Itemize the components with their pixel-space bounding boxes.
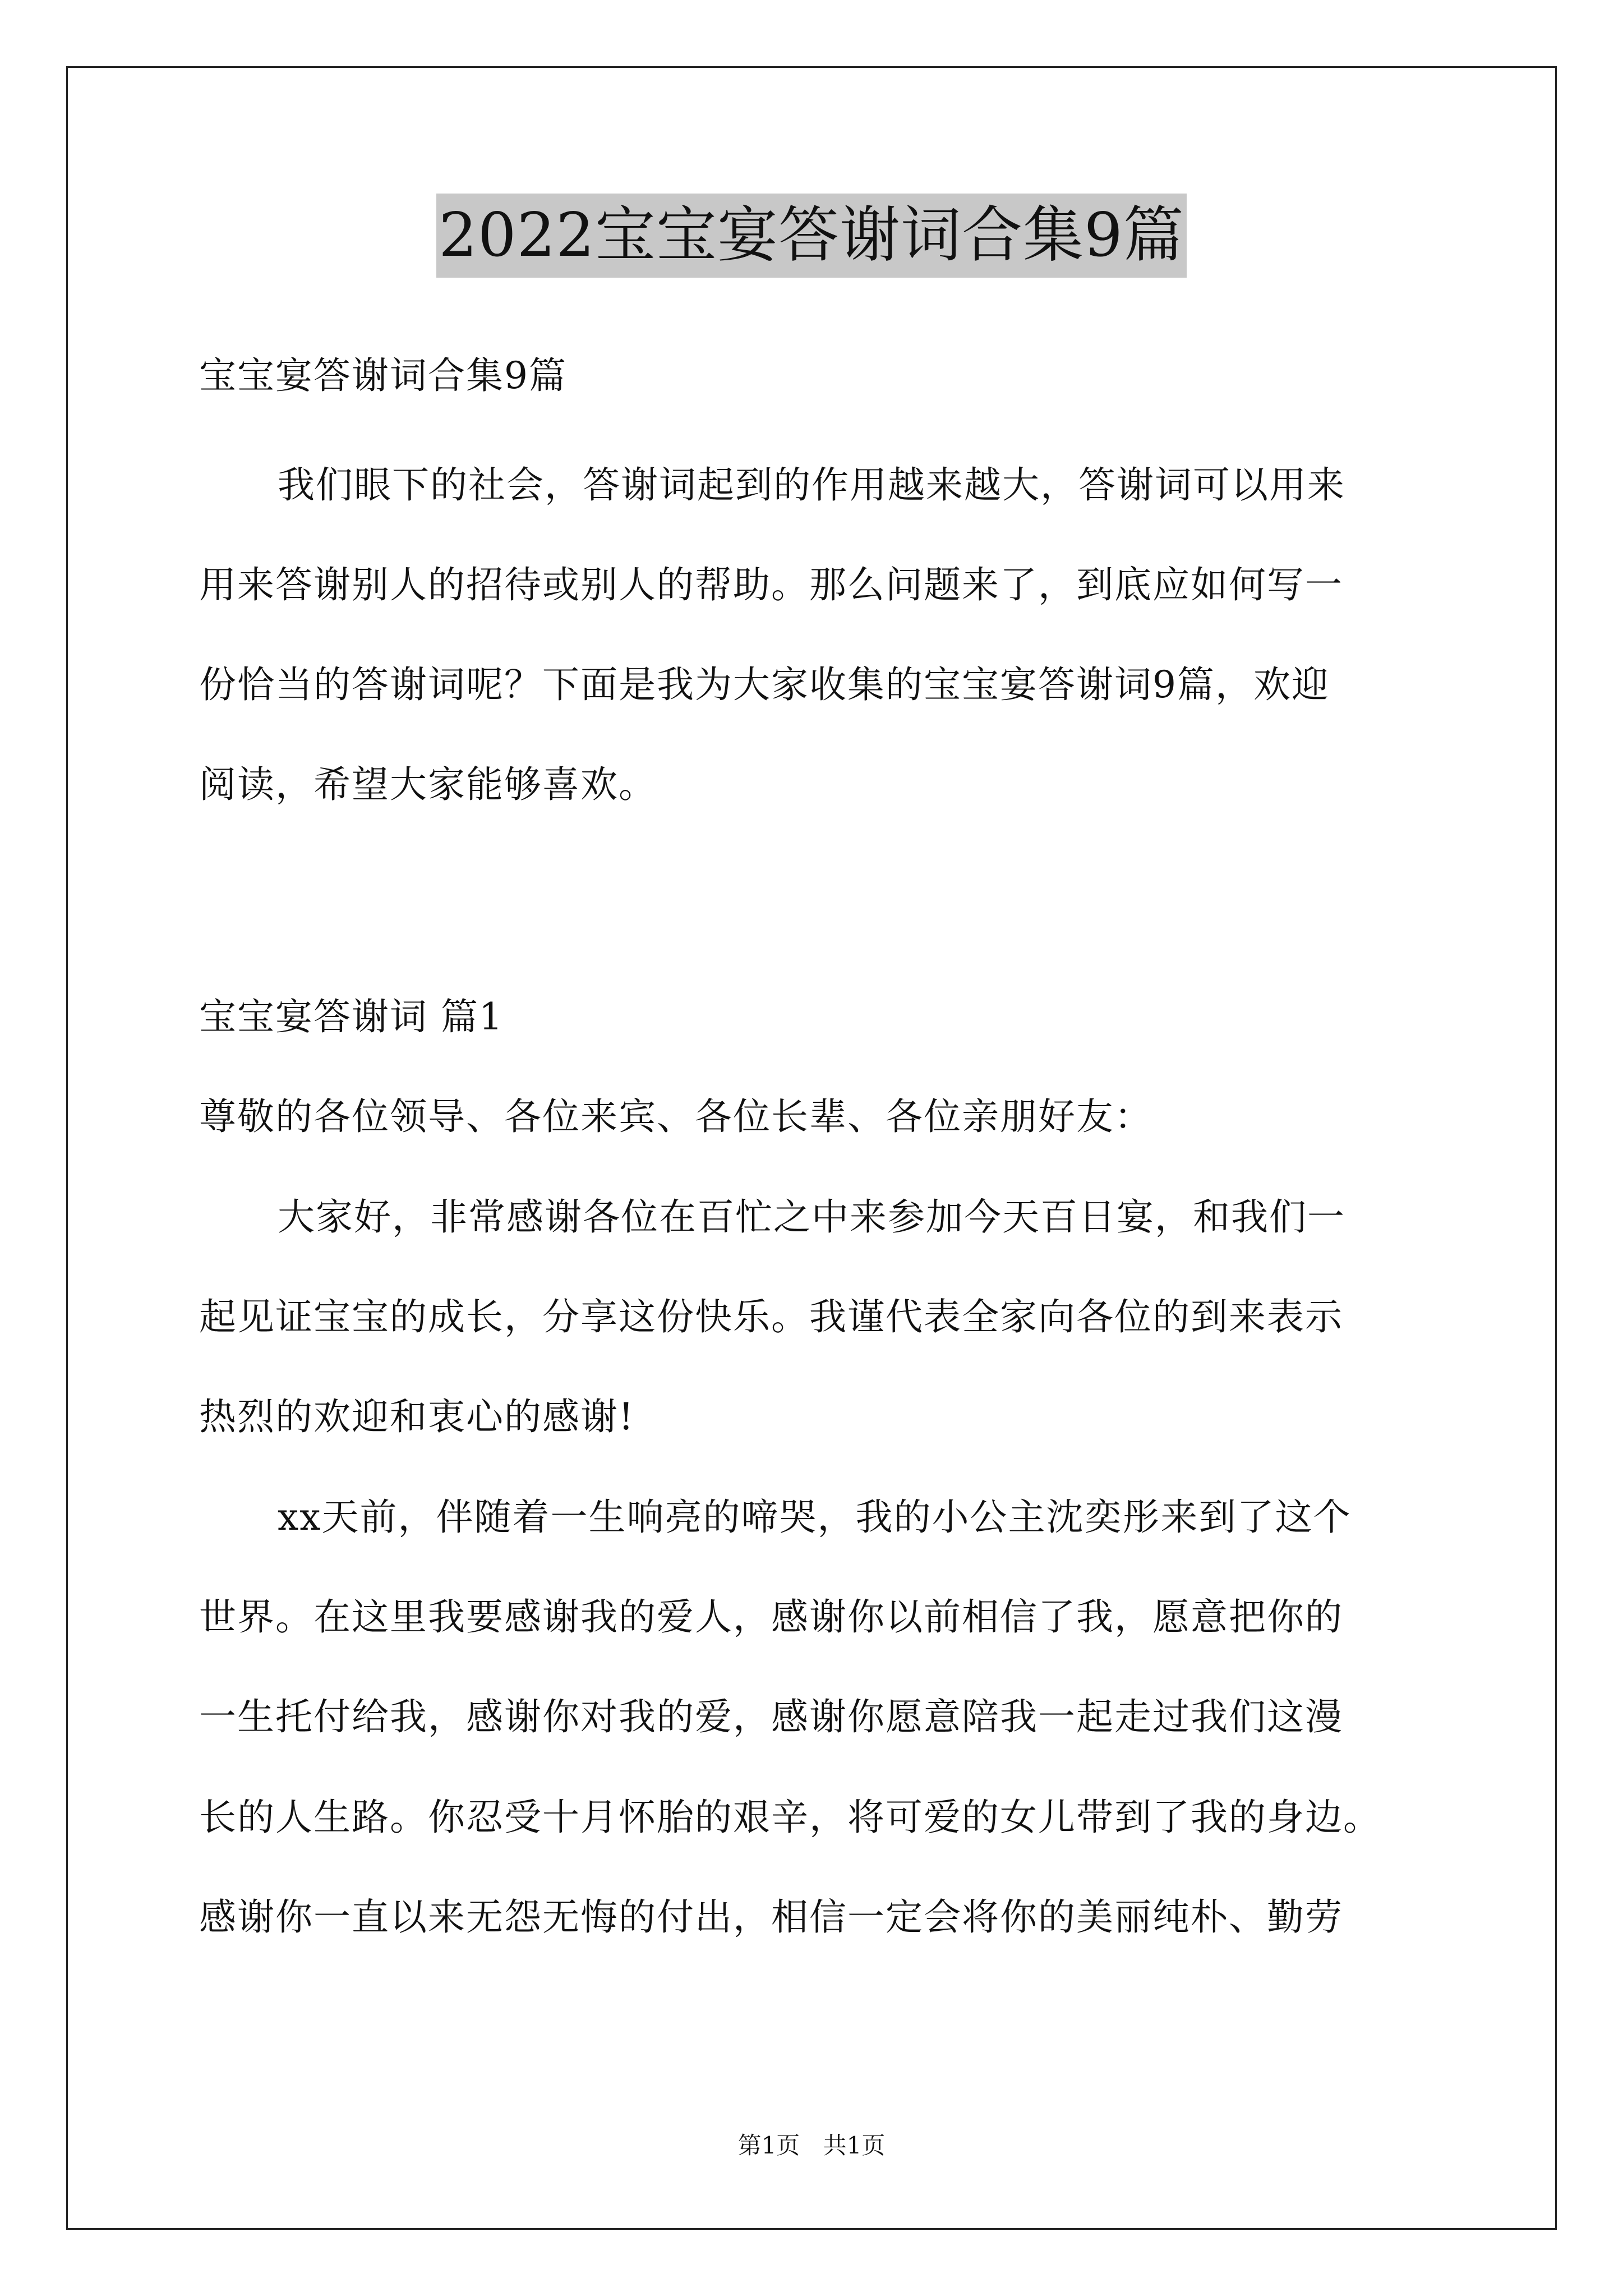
- page-total: 共1页: [823, 2132, 886, 2159]
- subtitle-line: 宝宝宴答谢词合集9篇: [199, 354, 567, 397]
- paragraph-line: 大家好，非常感谢各位在百忙之中来参加今天百日宴，和我们一: [278, 1195, 1345, 1239]
- paragraph-line: 感谢你一直以来无怨无悔的付出，相信一定会将你的美丽纯朴、勤劳: [199, 1895, 1343, 1939]
- document-title: 2022宝宝宴答谢词合集9篇: [436, 194, 1187, 278]
- page-footer: [0, 2129, 1623, 2162]
- title-container: [0, 194, 1623, 278]
- section-heading: 宝宝宴答谢词 篇1: [199, 995, 504, 1038]
- paragraph-line: 一生托付给我，感谢你对我的爱，感谢你愿意陪我一起走过我们这漫: [199, 1695, 1343, 1738]
- page-number: 第1页: [737, 2132, 800, 2159]
- paragraph-line: 起见证宝宝的成长，分享这份快乐。我谨代表全家向各位的到来表示: [199, 1295, 1343, 1338]
- paragraph-line: xx天前，伴随着一生响亮的啼哭，我的小公主沈奕彤来到了这个: [278, 1496, 1352, 1539]
- paragraph-line: 世界。在这里我要感谢我的爱人，感谢你以前相信了我，愿意把你的: [199, 1595, 1343, 1639]
- paragraph-line: 热烈的欢迎和衷心的感谢!: [199, 1395, 635, 1438]
- salutation-line: 尊敬的各位领导、各位来宾、各位长辈、各位亲朋好友：: [199, 1095, 1152, 1138]
- paragraph-line: 份恰当的答谢词呢？下面是我为大家收集的宝宝宴答谢词9篇，欢迎: [199, 663, 1330, 706]
- paragraph-line: 长的人生路。你忍受十月怀胎的艰辛，将可爱的女儿带到了我的身边。: [199, 1796, 1381, 1839]
- paragraph-line: 阅读，希望大家能够喜欢。: [199, 763, 657, 806]
- paragraph-line: 用来答谢别人的招待或别人的帮助。那么问题来了，到底应如何写一: [199, 563, 1343, 606]
- paragraph-line: 我们眼下的社会，答谢词起到的作用越来越大，答谢词可以用来: [278, 463, 1345, 507]
